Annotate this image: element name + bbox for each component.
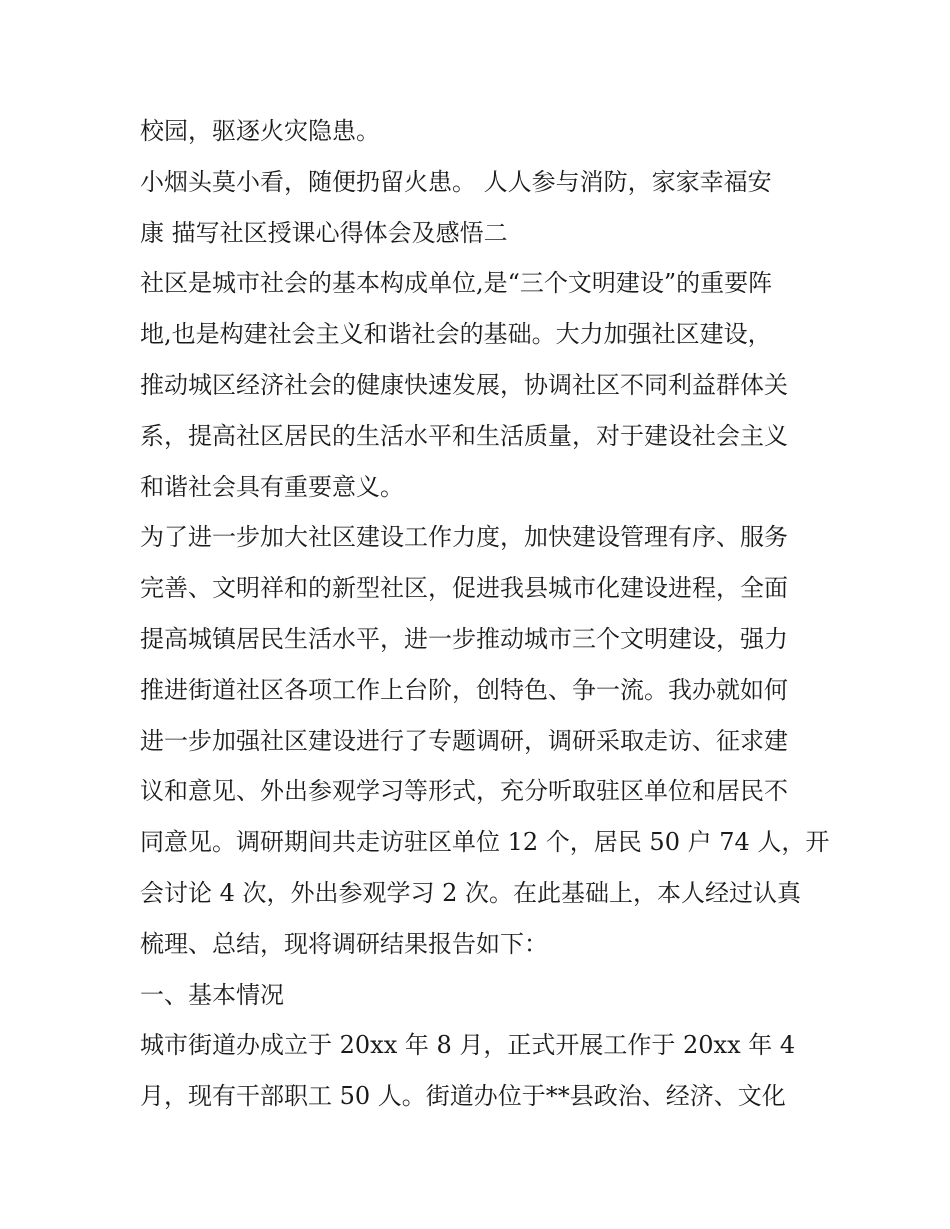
text-line: 梳理、总结，现将调研结果报告如下：	[140, 929, 548, 958]
text-line: 和谐社会具有重要意义。	[140, 472, 404, 501]
text-line: 校园，驱逐火灾隐患。	[140, 117, 380, 145]
text-line: 社区是城市社会的基本构成单位,是“三个文明建设”的重要阵	[140, 269, 773, 298]
text-line: 为了进一步加大社区建设工作力度，加快建设管理有序、服务	[140, 523, 788, 552]
text-line: 议和意见、外出参观学习等形式，充分听取驻区单位和居民不	[140, 777, 788, 806]
text-line: 地,也是构建社会主义和谐社会的基础。大力加强社区建设，	[140, 320, 772, 349]
text-line: 月，现有干部职工 50 人。街道办位于**县政治、经济、文化	[140, 1082, 786, 1111]
text-line: 推动城区经济社会的健康快速发展，协调社区不同利益群体关	[140, 370, 788, 399]
section-heading: 一、基本情况	[140, 980, 284, 1009]
text-line: 系，提高社区居民的生活水平和生活质量，对于建设社会主义	[140, 421, 788, 450]
text-line: 城市街道办成立于 20xx 年 8 月，正式开展工作于 20xx 年 4	[140, 1031, 796, 1060]
document-body	[140, 106, 830, 1122]
text-line: 完善、文明祥和的新型社区，促进我县城市化建设进程，全面	[140, 574, 788, 603]
text-line: 推进街道社区各项工作上台阶，创特色、争一流。我办就如何	[140, 675, 788, 704]
text-line: 小烟头莫小看，随便扔留火患。 人人参与消防，家家幸福安	[140, 167, 772, 196]
text-line: 会讨论 4 次，外出参观学习 2 次。在此基础上，本人经过认真	[140, 878, 802, 907]
text-line: 提高城镇居民生活水平，进一步推动城市三个文明建设，强力	[140, 624, 788, 653]
text-line: 进一步加强社区建设进行了专题调研，调研采取走访、征求建	[140, 726, 788, 755]
text-line: 康 描写社区授课心得体会及感悟二	[140, 218, 508, 247]
text-line: 同意见。调研期间共走访驻区单位 12 个，居民 50 户 74 人，开	[140, 828, 830, 857]
